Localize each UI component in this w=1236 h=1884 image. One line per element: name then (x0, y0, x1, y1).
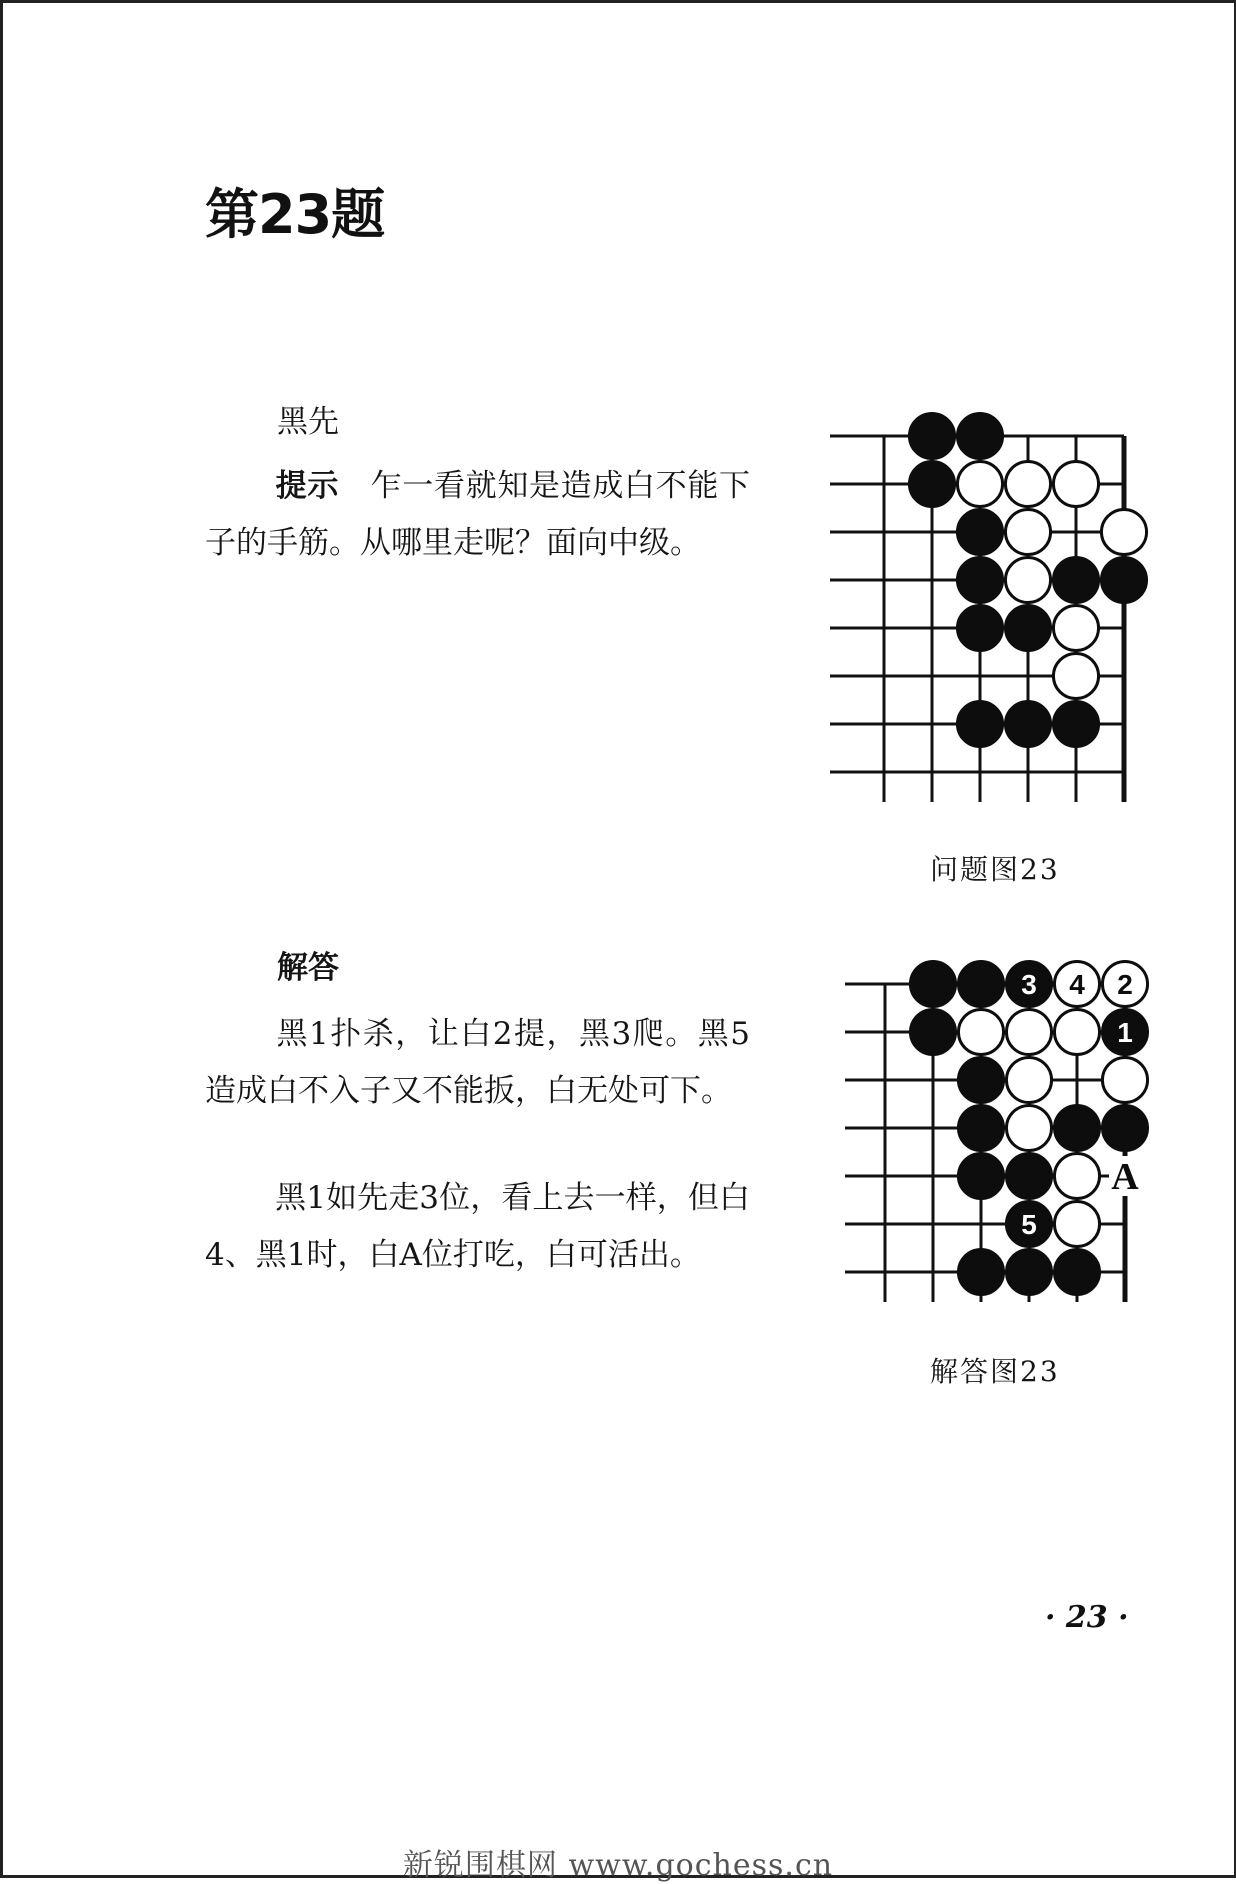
move-number: 4 (1069, 969, 1085, 1000)
black-stone (958, 1249, 1003, 1294)
white-stone (1101, 509, 1146, 554)
black-stone (1006, 961, 1051, 1006)
white-stone (1054, 1153, 1099, 1198)
black-stone (957, 701, 1002, 746)
black-stone (958, 1153, 1003, 1198)
black-stone (1054, 1105, 1099, 1150)
problem-diagram (830, 414, 1130, 824)
answer-diagram (845, 966, 1145, 1326)
white-stone (1005, 557, 1050, 602)
white-stone (1102, 1057, 1147, 1102)
white-stone (1053, 461, 1098, 506)
white-stone (1006, 1009, 1051, 1054)
black-stone (1006, 1249, 1051, 1294)
answer-paragraph-2 (205, 1170, 750, 1284)
black-stone (909, 461, 954, 506)
answer-paragraph-1 (205, 1006, 750, 1120)
answer-caption: 解答图23 (930, 1355, 1060, 1388)
move-number: 5 (1021, 1209, 1037, 1240)
white-stone (1102, 961, 1147, 1006)
hint-label: 提示 (275, 468, 340, 504)
white-stone (1054, 1201, 1099, 1246)
white-stone (1005, 509, 1050, 554)
black-stone (1053, 701, 1098, 746)
black-stone (958, 1105, 1003, 1150)
white-stone (957, 461, 1002, 506)
black-stone (1006, 1201, 1051, 1246)
white-stone (1053, 605, 1098, 650)
hint-paragraph (205, 458, 750, 572)
black-stone (1102, 1105, 1147, 1150)
black-stone (910, 961, 955, 1006)
black-stone (1006, 1153, 1051, 1198)
black-stone (909, 413, 954, 458)
black-stone (1005, 605, 1050, 650)
white-stone (1005, 461, 1050, 506)
answer-text-2: 黑1如先走3位，看上去一样，但白4、黑1时，白A位打吃，白可活出。 (205, 1180, 750, 1273)
black-stone (957, 413, 1002, 458)
site-footer: 新锐围棋网 www.gochess.cn (402, 1848, 834, 1883)
black-stone (958, 961, 1003, 1006)
black-stone (1102, 1009, 1147, 1054)
answer-text-1: 黑1扑杀，让白2提，黑3爬。黑5造成白不入子又不能扳，白无处可下。 (205, 1016, 750, 1109)
move-number: 3 (1021, 969, 1037, 1000)
white-stone (1054, 1009, 1099, 1054)
problem-title: 第23题 (205, 183, 385, 246)
white-stone (1006, 1105, 1051, 1150)
black-stone (957, 509, 1002, 554)
black-stone (1005, 701, 1050, 746)
move-number: 1 (1117, 1017, 1133, 1048)
hint-text: 乍一看就知是造成白不能下子的手筋。从哪里走呢？面向中级。 (205, 468, 751, 561)
white-stone (1006, 1057, 1051, 1102)
black-stone (958, 1057, 1003, 1102)
answer-heading: 解答 (277, 950, 339, 986)
black-stone (1053, 557, 1098, 602)
side-to-play-label: 黑先 (277, 404, 339, 440)
black-stone (1054, 1249, 1099, 1294)
problem-caption: 问题图23 (930, 853, 1060, 886)
black-stone (910, 1009, 955, 1054)
white-stone (958, 1009, 1003, 1054)
black-stone (1101, 557, 1146, 602)
page-number: · 23 · (1045, 1600, 1129, 1635)
white-stone (1053, 653, 1098, 698)
black-stone (957, 605, 1002, 650)
black-stone (957, 557, 1002, 602)
move-number: 2 (1117, 969, 1133, 1000)
white-stone (1054, 961, 1099, 1006)
point-label: A (1111, 1156, 1139, 1198)
